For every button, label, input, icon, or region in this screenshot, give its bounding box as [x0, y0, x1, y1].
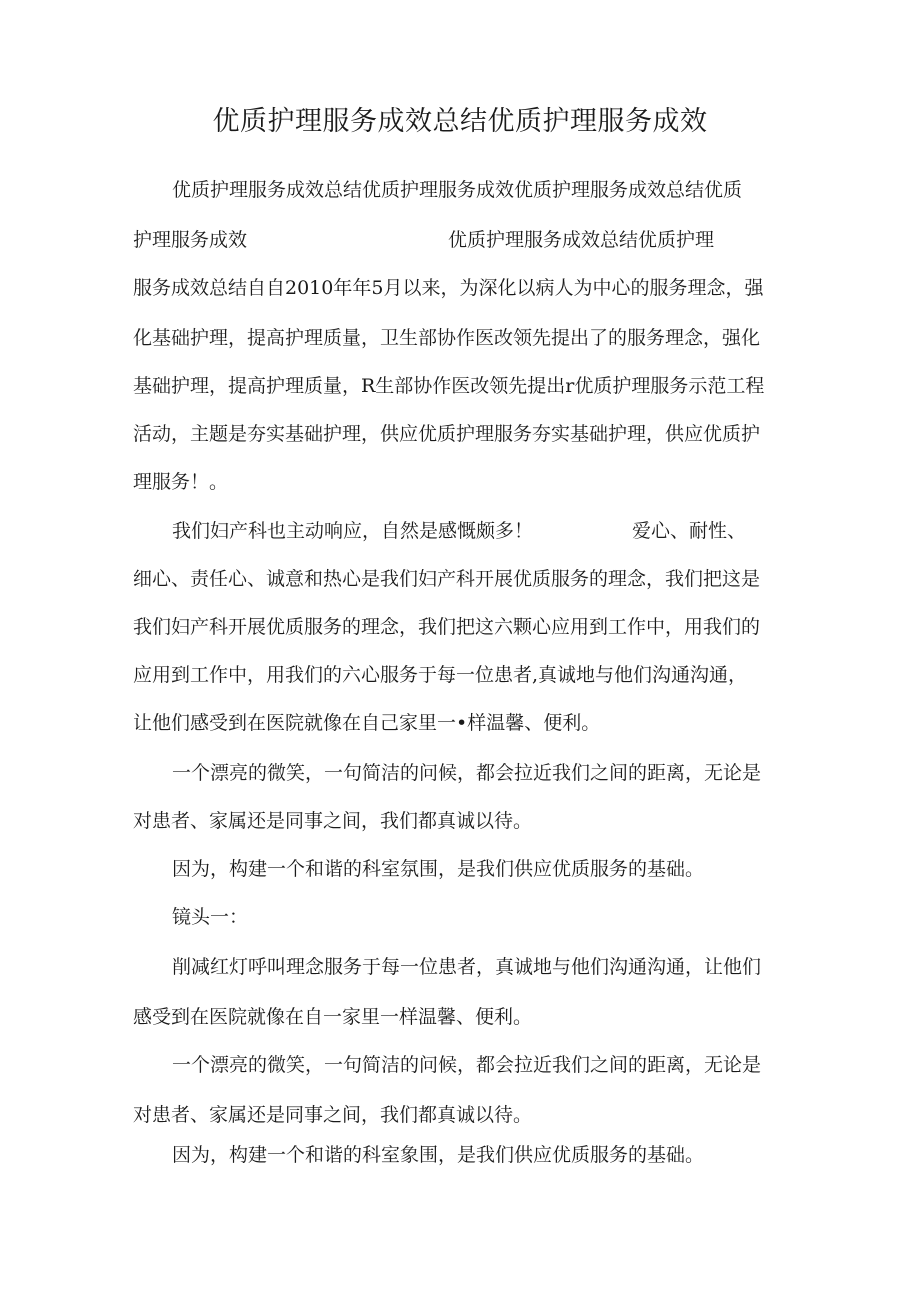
text-line: 活动，主题是夯实基础护理，供应优质护理服务夯实基础护理，供应优质护 [133, 423, 761, 445]
text-line: 因为，构建一个和谐的科室氛围，是我们供应优质服务的基础。 [172, 858, 705, 880]
document-title: 优质护理服务成效总结优质护理服务成效 [212, 106, 708, 137]
text-line: 感受到在医院就像在自一家里一样温馨、便利。 [133, 1006, 533, 1028]
text-line: 因为，构建一个和谐的科室象围，是我们供应优质服务的基础。 [172, 1144, 705, 1166]
text-line: 削减红灯呼叫理念服务于每一位患者，真诚地与他们沟通沟通，让他们 [172, 956, 762, 978]
text-line: 对患者、家属还是同事之间，我们都真诚以待。 [133, 810, 533, 832]
text-line: 服务成效总结自自2010年年5月以来，为深化以病人为中心的服务理念，强 [133, 277, 764, 299]
text-line: 一个漂亮的微笑，一句简洁的问候，都会拉近我们之间的距离，无论是 [172, 762, 762, 784]
text-line: 优质护理服务成效总结优质护理服务成效优质护理服务成效总结优质 [172, 179, 743, 201]
text-line: 基础护理，提高护理质量，R生部协作医改领先提出r优质护理服务示范工程 [133, 375, 765, 397]
text-line: 一个漂亮的微笑，一句简洁的问候，都会拉近我们之间的距离，无论是 [172, 1054, 762, 1076]
text-line: 我们妇产科也主动响应，自然是感慨颇多！ [172, 520, 534, 542]
text-line: 细心、责任心、诚意和热心是我们妇产科开展优质服务的理念，我们把这是 [133, 568, 761, 590]
text-line: 让他们感受到在医院就像在自己家里一•样温馨、便利。 [133, 712, 601, 734]
text-line: 爱心、耐性、 [632, 520, 747, 542]
text-line: 化基础护理，提高护理质量，卫生部协作医改领先提出了的服务理念，强化 [133, 327, 761, 349]
text-line: 护理服务成效 [133, 229, 248, 251]
text-line: 对患者、家属还是同事之间，我们都真诚以待。 [133, 1104, 533, 1126]
text-line: 优质护理服务成效总结优质护理 [448, 229, 715, 251]
text-line: 理服务！。 [133, 471, 229, 493]
text-line: 应用到工作中，用我们的六心服务于每一位患者,真诚地与他们沟通沟通， [133, 664, 748, 686]
text-line: 我们妇产科开展优质服务的理念，我们把这六颗心应用到工作中，用我们的 [133, 616, 761, 638]
text-line: 镜头一： [172, 906, 249, 928]
